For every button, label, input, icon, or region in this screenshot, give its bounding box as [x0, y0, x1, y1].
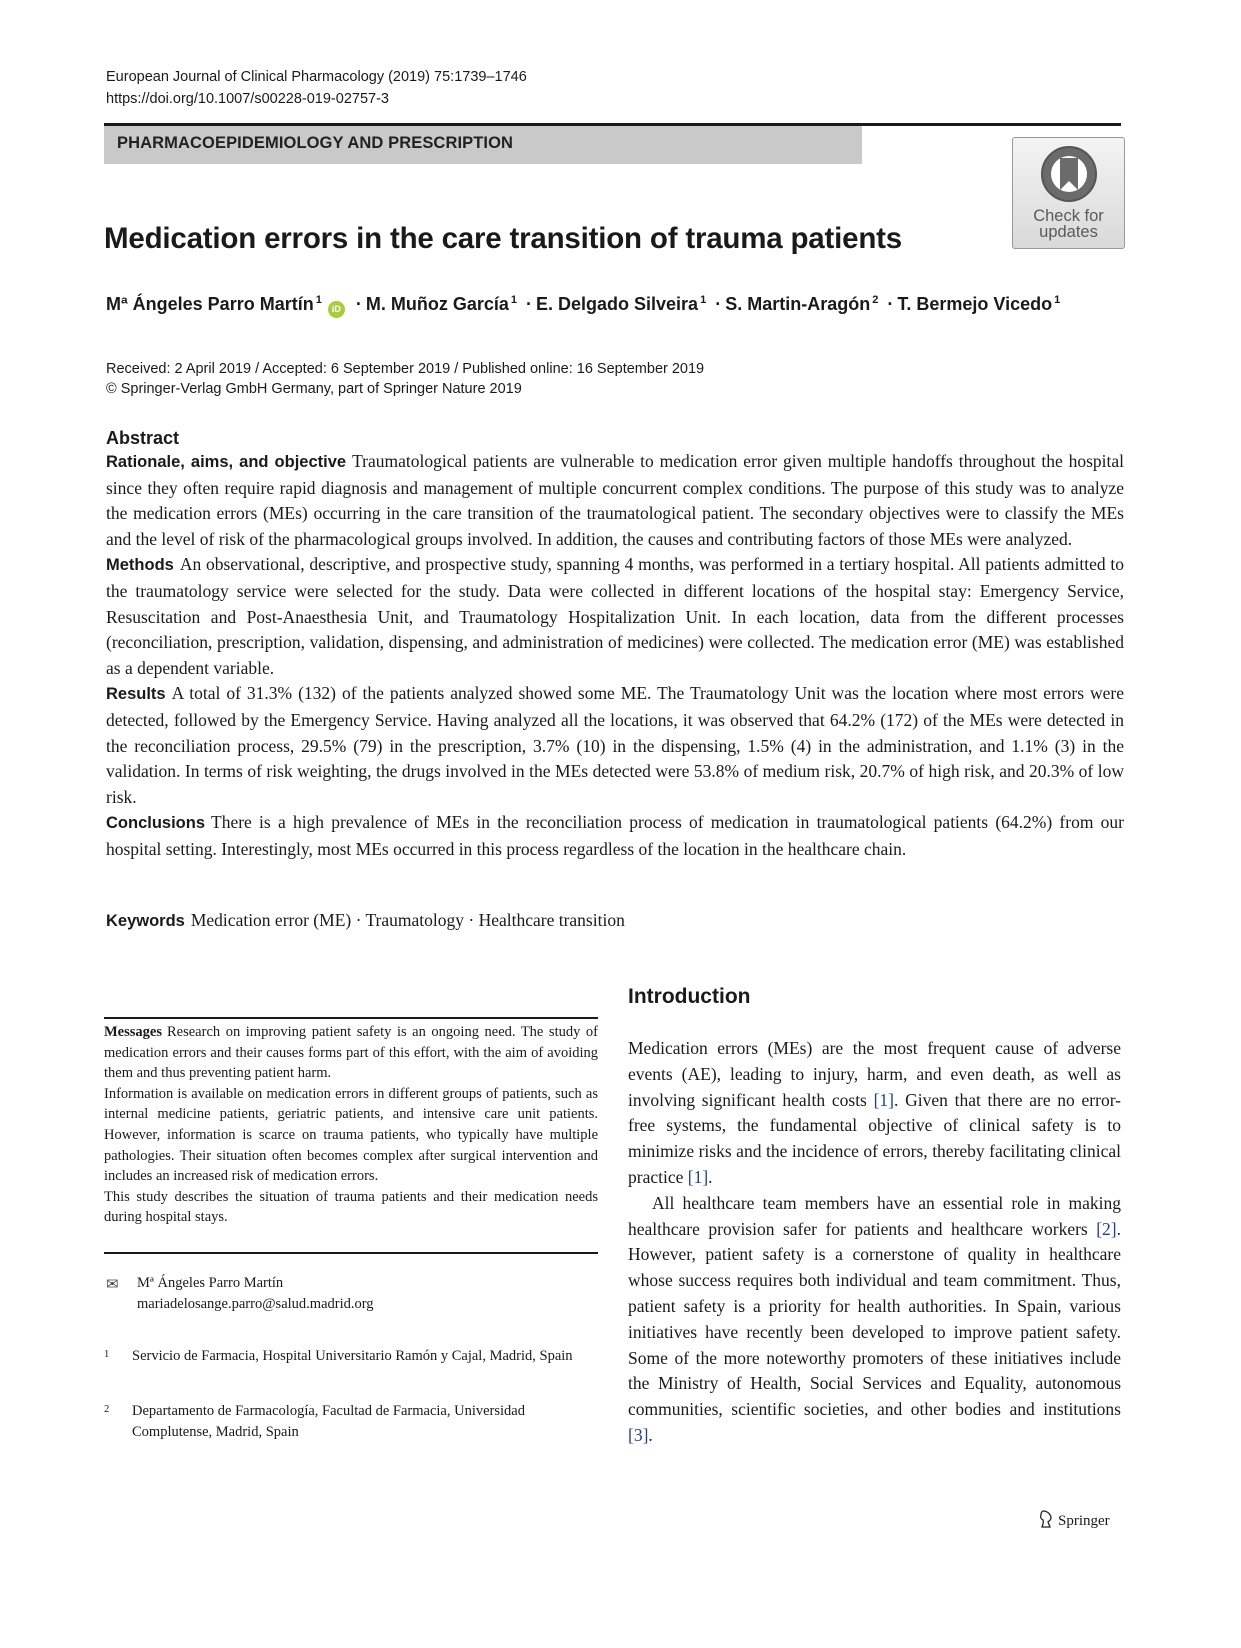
badge-label — [1013, 208, 1124, 240]
journal-header — [106, 66, 527, 110]
corresponding-author: Mª Ángeles Parro Martín — [137, 1275, 284, 1291]
citation-link[interactable]: [1] — [687, 1166, 709, 1187]
abstract-rationale — [106, 449, 1124, 552]
publisher-logo — [1038, 1510, 1110, 1530]
affiliation-text: Departamento de Farmacología, Facultad de Farmacia, Universidad Complutense, Madrid, Spain — [132, 1403, 525, 1440]
orcid-icon[interactable]: iD — [328, 301, 345, 318]
introduction-heading: Introduction — [628, 985, 751, 1008]
messages-rule-top — [104, 1017, 598, 1019]
paragraph-text: All healthcare team members have an essential role in making healthcare provision safer for patients and healthcare workers — [628, 1192, 1121, 1239]
citation-link[interactable]: [1] — [873, 1089, 894, 1110]
introduction-paragraph — [628, 1036, 1121, 1191]
affiliation-text: Servicio de Farmacia, Hospital Universitario Ramón y Cajal, Madrid, Spain — [132, 1348, 573, 1364]
conclusions-label: Conclusions — [106, 814, 206, 833]
article-title: Medication errors in the care transition of trauma patients — [104, 222, 902, 255]
author-separator: · — [526, 294, 532, 314]
citation-link[interactable]: [3] — [628, 1424, 649, 1445]
keywords-label: Keywords — [106, 912, 185, 930]
messages-paragraph: This study describes the situation of trauma patients and their medication needs during hospital stays. — [104, 1188, 598, 1226]
bookmark-icon — [1039, 144, 1099, 204]
abstract-results — [106, 681, 1124, 810]
keywords — [106, 910, 625, 931]
affiliation-marker: 1 — [510, 294, 517, 306]
abstract-section — [106, 427, 1124, 863]
affiliation-marker: 2 — [872, 294, 879, 306]
affiliation-number: 2 — [104, 1404, 110, 1415]
messages-paragraph: Information is available on medication errors in different groups of patients, such as internal medicine patients, geriatric patients, and intensive care unit patients. However, information is scarce on trauma patients, who typically have multiple pathologies. Their situation often becomes complex after surgical intervention and includes an increased risk of medication errors. — [104, 1085, 598, 1185]
author-name[interactable]: E. Delgado Silveira — [536, 294, 699, 314]
abstract-conclusions — [106, 810, 1124, 862]
citation-link[interactable]: [2] — [1096, 1218, 1117, 1239]
publisher-name: Springer — [1058, 1513, 1110, 1529]
paragraph-text: . — [648, 1424, 653, 1445]
paragraph-text: . However, patient safety is a cornerstone of quality in healthcare whose success requires both individual and team commitment. Thus, patient safety is a priority for health authorities. In Spain, various initiatives have recently been developed to improve patient safety. Some of the more noteworthy promoters of these initiatives include the Ministry of Health, Social Services and Equality, autonomous communities, scientific societies, and other bodies and institutions — [628, 1218, 1121, 1420]
correspondence-email[interactable]: mariadelosange.parro@salud.madrid.org — [137, 1296, 374, 1312]
rationale-label: Rationale, aims, and objective — [106, 453, 347, 471]
methods-text: An observational, descriptive, and prospective study, spanning 4 months, was performed in a tertiary hospital. All patients admitted to the traumatology service were selected for the study. Data were collected in different locations of the hospital stay: Emergency Service, Resuscitation and Post-Anaesthesia Unit, and Traumatology Hospitalization Unit. In each location, data from the different processes (reconciliation, prescription, validation, dispensing, and administration of medicines) were collected. The medication error (ME) was established as a dependent variable. — [106, 554, 1124, 678]
badge-line-1: Check for — [1033, 207, 1104, 225]
abstract-heading: Abstract — [106, 428, 180, 448]
affiliation-marker: 1 — [700, 294, 707, 306]
paragraph-text: . Given that there are no error-free systems, the fundamental objective of clinical safety is to minimize risks and the incidence of errors, thereby facilitating clinical practice — [628, 1089, 1122, 1187]
check-for-updates-badge[interactable] — [1012, 137, 1125, 249]
author-name[interactable]: M. Muñoz García — [365, 294, 509, 314]
badge-line-2: updates — [1039, 223, 1098, 241]
affiliation-number: 1 — [104, 1349, 110, 1360]
author-name[interactable]: S. Martin-Aragón — [725, 294, 871, 314]
springer-horse-icon — [1038, 1510, 1054, 1528]
paragraph-text: Medication errors (MEs) are the most frequent cause of adverse events (AE), leading to injury, harm, and even death, as well as involving significant health costs — [628, 1038, 1121, 1110]
journal-citation: European Journal of Clinical Pharmacology (2019) 75:1739–1746 — [106, 69, 527, 85]
envelope-icon: ✉ — [106, 1277, 119, 1293]
conclusions-text: There is a high prevalence of MEs in the reconciliation process of medication in traumatological patients (64.2%) from our hospital setting. Interestingly, most MEs occurred in this process regardless of the location in the healthcare chain. — [106, 812, 1124, 859]
methods-label: Methods — [106, 556, 174, 575]
affiliation-marker: 1 — [315, 294, 322, 306]
keywords-text: Medication error (ME) · Traumatology · Healthcare transition — [190, 910, 625, 930]
publication-dates: Received: 2 April 2019 / Accepted: 6 September 2019 / Published online: 16 September 2019 — [106, 361, 705, 377]
paragraph-text: . — [708, 1166, 713, 1187]
messages-rule-bottom — [104, 1252, 598, 1254]
results-text: A total of 31.3% (132) of the patients analyzed showed some ME. The Traumatology Unit was the location where most errors were detected, followed by the Emergency Service. Having analyzed all the locations, it was observed that 64.2% (172) of the MEs were detected in the reconciliation process, 29.5% (79) in the prescription, 3.7% (10) in the dispensing, 1.5% (4) in the administration, and 1.1% (3) in the validation. In terms of risk weighting, the drugs involved in the MEs detected were 53.8% of medium risk, 20.7% of high risk, and 20.3% of low risk. — [106, 683, 1124, 807]
author-name[interactable]: Mª Ángeles Parro Martín — [106, 294, 314, 314]
introduction-paragraph — [628, 1191, 1121, 1449]
abstract-methods — [106, 552, 1124, 681]
messages-paragraph — [104, 1022, 598, 1084]
author-separator: · — [355, 294, 362, 314]
author-name[interactable]: T. Bermejo Vicedo — [897, 294, 1053, 314]
messages-label: Messages — [104, 1024, 162, 1040]
copyright-notice: © Springer-Verlag GmbH Germany, part of Springer Nature 2019 — [106, 381, 522, 397]
section-label: PHARMACOEPIDEMIOLOGY AND PRESCRIPTION — [117, 134, 514, 152]
messages-box — [104, 1022, 598, 1228]
rationale-text: Traumatological patients are vulnerable to medication error given multiple handoffs throughout the hospital since they often require rapid diagnosis and management of multiple concurrent complex conditions. The purpose of this study was to analyze the medication errors (MEs) occurring in the care transition of the traumatological patient. The secondary objectives were to classify the MEs and the level of risk of the pharmacological groups involved. In addition, the causes and contributing factors of those MEs were analyzed. — [106, 451, 1124, 549]
messages-text: Research on improving patient safety is an ongoing need. The study of medication errors and their causes forms part of this effort, with the aim of avoiding them and thus preventing patient harm. — [104, 1024, 598, 1082]
author-separator: · — [715, 294, 722, 314]
introduction-body — [628, 1036, 1121, 1449]
author-list — [106, 294, 1060, 318]
affiliation-marker: 1 — [1054, 294, 1061, 306]
section-banner — [104, 126, 862, 164]
author-separator: · — [887, 294, 894, 314]
results-label: Results — [106, 685, 166, 704]
doi-link[interactable]: https://doi.org/10.1007/s00228-019-02757-3 — [106, 91, 389, 107]
